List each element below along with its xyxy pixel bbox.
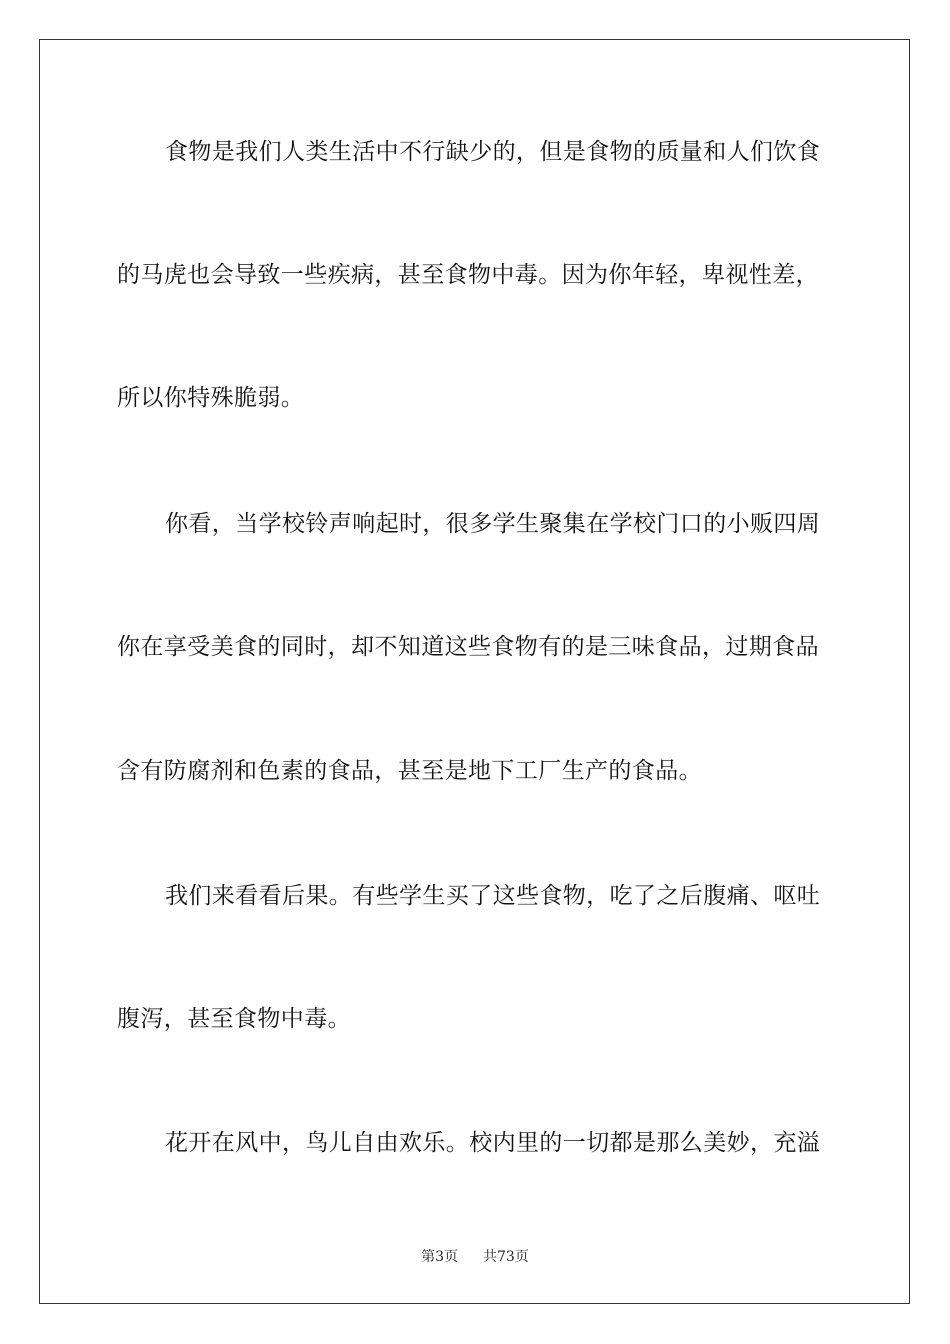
page-border	[39, 39, 910, 1304]
paragraph-line: 你在享受美食的同时，却不知道这些食物有的是三味食品，过期食品	[117, 634, 819, 660]
total-pages: 共73页	[483, 1249, 529, 1265]
paragraph-line: 花开在风中，鸟儿自由欢乐。校内里的一切都是那么美妙，充溢	[165, 1130, 821, 1156]
paragraph-line: 含有防腐剂和色素的食品，甚至是地下工厂生产的食品。	[117, 758, 702, 784]
paragraph-line: 所以你特殊脆弱。	[117, 385, 305, 411]
page-number: 第3页	[421, 1249, 459, 1265]
paragraph-line: 的马虎也会导致一些疾病，甚至食物中毒。因为你年轻，卑视性差，	[117, 262, 819, 288]
paragraph-line: 你看，当学校铃声响起时，很多学生聚集在学校门口的小贩四周	[165, 511, 821, 537]
paragraph-line: 食物是我们人类生活中不行缺少的，但是食物的质量和人们饮食	[165, 139, 821, 165]
page-footer	[0, 1247, 950, 1267]
paragraph-line: 我们来看看后果。有些学生买了这些食物，吃了之后腹痛、呕吐	[165, 883, 821, 909]
paragraph-line: 腹泻，甚至食物中毒。	[117, 1006, 351, 1032]
